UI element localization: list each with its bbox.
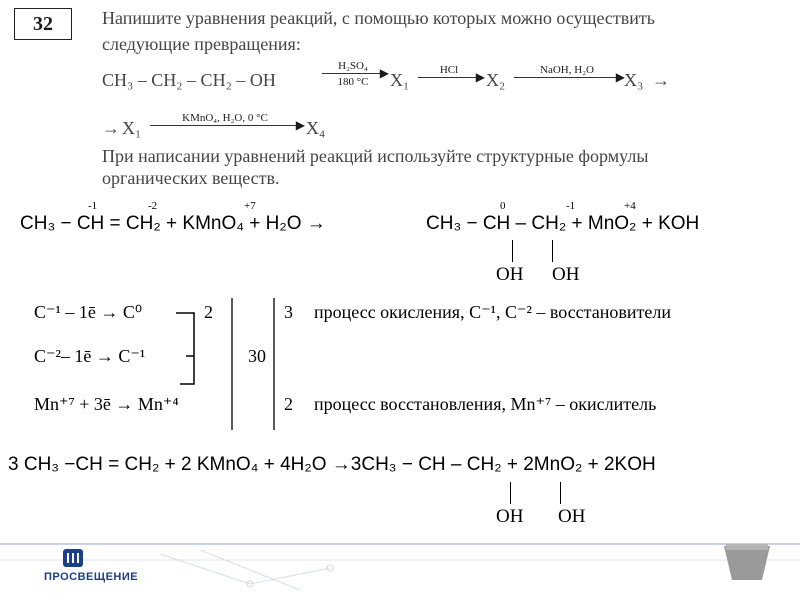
chain2-x4: X₄ [306,118,326,138]
chain2-start-arrow: → [102,118,120,138]
footer-decoration [0,540,800,600]
chain-reactant: CH₃ – CH₂ – CH₂ – OH [102,70,276,90]
eq2-bond-1 [510,482,511,504]
publisher-logo-text: ПРОСВЕЩЕНИЕ [44,571,139,583]
eq2-oh-1: OH [496,506,524,527]
publisher-logo-icon [62,548,84,568]
ox-state-3: +7 [244,200,256,212]
ox-state-4: 0 [500,200,506,212]
ox-state-6: +4 [624,200,636,212]
ox-state-5: -1 [566,200,576,212]
eq2-oh-2: OH [558,506,586,527]
ox-state-2: -2 [148,200,158,212]
balance-row1-note: процесс окисления, C⁻¹, C⁻² – восстановители [314,302,671,322]
chain-x3: X₃ [624,70,644,90]
task-note-line2: органических веществ. [102,168,280,188]
task-text-line2: следующие превращения: [102,34,301,54]
ox-state-1: -1 [88,200,98,212]
arrow1-top-label: H₂SO₄ [338,60,368,72]
eq1-oh-1: OH [496,264,524,285]
arrow2-top-label: HCl [439,64,459,76]
chain-x1: X₁ [390,70,410,90]
task-number: 32 [14,8,72,40]
arrow1-line: ▶ [322,73,384,74]
arrow2-line: ▶ [418,77,480,78]
chain2-arrow-line: ▶ [150,125,300,126]
balance-row1-coefficient: 3 [284,302,293,322]
balance-row2-electrons: 30 [248,346,266,366]
eq1-oh-2: OH [552,264,580,285]
arrow3-top-label: NaOH, H₂O [540,64,594,76]
balance-row3-note: процесс восстановления, Mn⁺⁷ – окислитель [314,394,657,414]
chain-continue-arrow: → [652,70,670,90]
chain-x2: X₂ [486,70,506,90]
equation2: 3 CH₃ −CH = CH₂ + 2 KMnO₄ + 4H₂O →3CH₃ − CH – CH₂ + 2MnO₂ + 2KOH [8,454,656,475]
eq2-bond-2 [560,482,561,504]
equation1-right: CH₃ − CH – CH₂ + MnO₂ + KOH [426,213,700,234]
balance-row2-equation: C⁻²– 1ē → C⁻¹ [34,346,146,366]
task-note-line1: При написании уравнений реакций используйте структурные формулы [102,146,649,166]
arrow1-bottom-label: 180 °C [337,76,369,88]
equation1-left: CH₃ − CH = CH₂ + KMnO₄ + H₂O → [20,213,326,234]
balance-row1-electrons: 2 [204,302,213,322]
chain2-arrow-label: KMnO₄, H₂O, 0 °C [182,112,268,124]
chain2-x1: X₁ [122,118,142,138]
balance-row1-equation: C⁻¹ – 1ē → C⁰ [34,302,143,322]
balance-row3-equation: Mn⁺⁷ + 3ē → Mn⁺⁴ [34,394,179,414]
balance-row3-coefficient: 2 [284,394,293,414]
task-text-line1: Напишите уравнения реакций, с помощью которых можно осуществить [102,8,655,28]
arrow3-line: ▶ [514,77,620,78]
